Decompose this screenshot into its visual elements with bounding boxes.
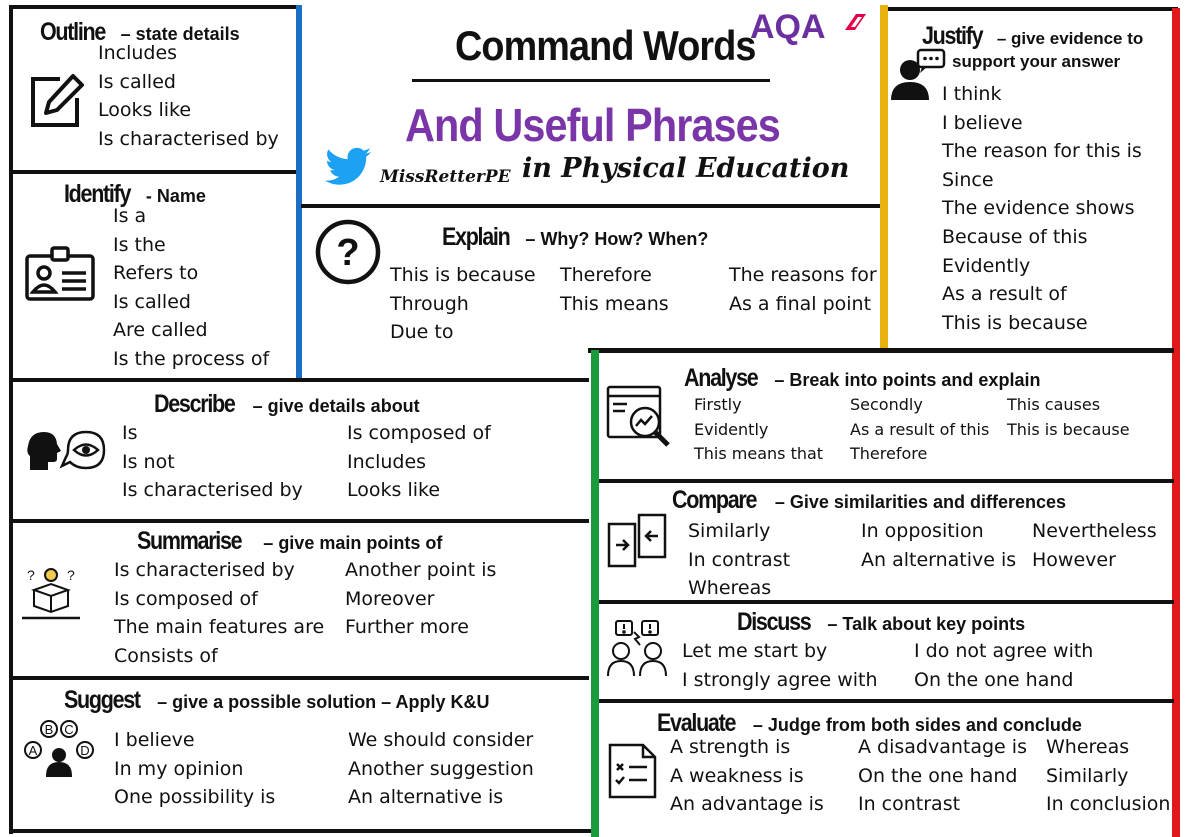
phrase: Is called — [113, 290, 191, 313]
option-letter-a: A — [28, 743, 38, 758]
phrase: Therefore — [850, 444, 928, 463]
debate-people-icon — [606, 618, 670, 682]
analyse-col1 — [694, 393, 823, 467]
phrase: Is the process of — [113, 347, 270, 370]
magnify-chart-icon — [605, 384, 673, 454]
phrase: Firstly — [694, 395, 742, 414]
phrase: Is composed of — [114, 587, 258, 610]
phrase: Secondly — [850, 395, 923, 414]
phrase: This means that — [694, 444, 824, 463]
justify-desc-line2: support your answer — [952, 52, 1121, 71]
phrase: Is a — [113, 205, 147, 227]
compare-col1 — [688, 517, 790, 603]
discuss-desc: Talk about key points — [842, 614, 1026, 634]
abcd-options-icon — [22, 718, 96, 782]
id-card-icon — [24, 246, 96, 306]
suggest-heading: Suggest – give a possible solution – Apply K&U — [64, 686, 490, 714]
justify-phrases — [942, 80, 1142, 337]
svg-text:?: ? — [27, 567, 35, 583]
phrase: Further more — [345, 616, 469, 639]
outline-identify-divider — [9, 170, 301, 174]
identify-describe-divider — [9, 378, 589, 382]
compare-heading: Compare – Give similarities and differences — [672, 486, 1067, 514]
phrase: An alternative is — [348, 786, 504, 809]
phrase: On the one hand — [914, 668, 1074, 691]
summarise-col2 — [345, 556, 496, 642]
phrase: An advantage is — [670, 793, 824, 816]
phrase: I think — [942, 83, 1002, 105]
phrase: As a result of — [942, 283, 1067, 306]
summarise-col1 — [114, 556, 324, 670]
phrase: The reasons for — [729, 264, 877, 286]
phrase: Due to — [390, 321, 454, 344]
twitter-handle: MissRetterPE — [380, 167, 511, 187]
justify-desc-line1: give evidence to — [1011, 29, 1144, 48]
phrase: Is composed of — [347, 422, 491, 444]
phrase: Refers to — [113, 262, 199, 285]
analyse-desc: Break into points and explain — [789, 370, 1041, 390]
phrase: This is because — [390, 264, 536, 286]
phrase: Evidently — [694, 419, 769, 439]
phrase: Is called — [98, 70, 176, 93]
phrase: Is characterised by — [98, 127, 279, 150]
phrase: Is characterised by — [114, 559, 295, 581]
phrase: Whereas — [688, 577, 772, 600]
phrase: I do not agree with — [914, 640, 1094, 662]
phrase: A strength is — [670, 736, 791, 758]
summarise-word: Summarise — [137, 527, 242, 555]
analyse-word: Analyse — [684, 364, 758, 392]
explain-col2 — [560, 261, 669, 318]
green-divider — [591, 350, 599, 837]
phrase: Is characterised by — [122, 479, 303, 502]
phrase: A weakness is — [670, 764, 804, 787]
option-letter-d: D — [80, 743, 90, 758]
checklist-icon — [607, 742, 659, 804]
phrase: In opposition — [861, 520, 984, 542]
explain-col1 — [390, 261, 536, 347]
suggest-desc: give a possible solution – Apply K&U — [172, 692, 490, 712]
evaluate-word: Evaluate — [657, 709, 736, 737]
phrase: I believe — [942, 111, 1023, 134]
describe-word: Describe — [154, 390, 235, 418]
aqa-logo: AQA — [750, 8, 826, 47]
twitter-bird-icon — [325, 147, 373, 193]
phrase: Includes — [347, 450, 427, 473]
phrase: Includes — [98, 42, 178, 64]
evaluate-heading: Evaluate – Judge from both sides and conclude — [657, 709, 1082, 737]
summarise-suggest-divider — [9, 676, 589, 680]
explain-col3 — [729, 261, 877, 318]
title-underline — [412, 79, 770, 82]
explain-analyse-divider — [588, 348, 1174, 353]
suggest-col1 — [114, 726, 275, 812]
phrase: This is because — [942, 311, 1088, 334]
phrase: Are called — [113, 319, 208, 342]
header-explain-divider — [301, 204, 881, 208]
phrase: In conclusion — [1046, 793, 1171, 816]
red-divider — [1172, 8, 1180, 837]
outline-heading: Outline – state details — [40, 18, 240, 46]
justify-heading: Justify – give evidence to — [922, 22, 1144, 50]
frame-left-line — [9, 5, 13, 834]
analyse-compare-divider — [599, 479, 1174, 483]
compare-col3 — [1032, 517, 1157, 574]
idea-box-icon — [20, 564, 82, 626]
discuss-col1 — [682, 637, 878, 694]
identify-desc: Name — [156, 186, 206, 206]
frame-bottom-left-line — [9, 829, 599, 833]
describe-desc: give details about — [267, 396, 420, 416]
phrase: I believe — [114, 729, 195, 751]
compare-discuss-divider — [599, 600, 1174, 604]
compare-col2 — [861, 517, 1016, 574]
compare-word: Compare — [672, 486, 757, 514]
describe-col2 — [347, 419, 491, 505]
outline-desc: state details — [135, 24, 240, 44]
outline-word: Outline — [40, 18, 106, 46]
describe-col1 — [122, 419, 303, 505]
page-subtitle: And Useful Phrases — [405, 99, 780, 151]
yellow-divider — [880, 5, 888, 353]
phrase: Therefore — [560, 264, 652, 286]
phrase: Another point is — [345, 559, 497, 581]
explain-heading: Explain – Why? How? When? — [442, 223, 709, 251]
evaluate-col1 — [670, 733, 824, 819]
phrase: Because of this — [942, 225, 1088, 248]
phrase: However — [1032, 548, 1116, 571]
phrase: In contrast — [858, 793, 961, 816]
discuss-heading: Discuss – Talk about key points — [737, 608, 1026, 636]
phrase: Another suggestion — [348, 757, 534, 780]
summarise-heading: Summarise – give main points of — [137, 527, 443, 555]
phrase: Since — [942, 168, 994, 191]
phrase: The reason for this is — [942, 140, 1142, 163]
phrase: Let me start by — [682, 640, 828, 662]
phrase: I strongly agree with — [682, 668, 878, 691]
compare-desc: Give similarities and differences — [789, 492, 1067, 512]
phrase: We should consider — [348, 729, 534, 751]
analyse-col3 — [1007, 393, 1130, 442]
discuss-col2 — [914, 637, 1093, 694]
phrase: Is the — [113, 233, 166, 256]
phrase: A disadvantage is — [858, 736, 1027, 758]
suggest-col2 — [348, 726, 534, 812]
identify-heading: Identify - Name — [64, 180, 206, 208]
option-letter-c: C — [64, 722, 74, 737]
outline-phrases — [98, 39, 279, 153]
phrase: This causes — [1007, 395, 1101, 414]
explain-desc: Why? How? When? — [540, 229, 709, 249]
identify-word: Identify — [64, 180, 131, 208]
phrase: Evidently — [942, 254, 1031, 277]
frame-top-left-line — [9, 5, 301, 9]
phrase: The evidence shows — [942, 197, 1135, 220]
phrase: Similarly — [1046, 764, 1129, 787]
speaking-person-icon — [888, 48, 948, 106]
page-title: Command Words — [455, 22, 756, 69]
evaluate-col2 — [858, 733, 1027, 819]
phrase: An alternative is — [861, 548, 1017, 571]
phrase: As a result of this — [850, 419, 990, 439]
describe-summarise-divider — [9, 519, 589, 523]
svg-text:?: ? — [336, 232, 360, 274]
evaluate-col3 — [1046, 733, 1170, 819]
option-letter-b: B — [44, 722, 54, 737]
analyse-col2 — [850, 393, 989, 467]
justify-word: Justify — [922, 22, 983, 50]
discuss-word: Discuss — [737, 608, 811, 636]
phrase: Moreover — [345, 587, 435, 610]
evaluate-desc: Judge from both sides and conclude — [767, 715, 1082, 735]
phrase: This is because — [1007, 419, 1130, 439]
phrase: On the one hand — [858, 764, 1018, 787]
justify-top-line — [888, 7, 1178, 11]
phrase: In contrast — [688, 548, 791, 571]
pencil-edit-icon — [27, 73, 85, 135]
phrase: Is — [122, 422, 138, 444]
phrase: One possibility is — [114, 786, 276, 809]
phrase: Similarly — [688, 520, 771, 542]
discuss-evaluate-divider — [599, 699, 1174, 703]
summarise-desc: give main points of — [278, 533, 443, 553]
phrase: The main features are — [114, 616, 325, 639]
svg-text:?: ? — [67, 567, 75, 583]
question-circle-icon — [313, 217, 385, 293]
identify-phrases — [113, 202, 269, 374]
head-eye-icon — [24, 426, 106, 480]
arrows-compare-icon — [606, 512, 668, 574]
phrase: This means — [560, 292, 669, 315]
phrase: Consists of — [114, 644, 218, 667]
phrase: Looks like — [98, 99, 192, 122]
phrase: In my opinion — [114, 757, 244, 780]
explain-word: Explain — [442, 223, 510, 251]
suggest-word: Suggest — [64, 686, 140, 714]
phrase: Through — [390, 292, 469, 315]
describe-heading: Describe – give details about — [154, 390, 420, 418]
blue-divider — [296, 5, 302, 381]
analyse-heading: Analyse – Break into points and explain — [684, 364, 1041, 392]
phrase: Looks like — [347, 479, 441, 502]
phrase: As a final point — [729, 292, 872, 315]
phrase: Is not — [122, 450, 175, 473]
page-tagline: in Physical Education — [522, 153, 850, 184]
phrase: Whereas — [1046, 736, 1130, 758]
phrase: Nevertheless — [1032, 520, 1157, 542]
